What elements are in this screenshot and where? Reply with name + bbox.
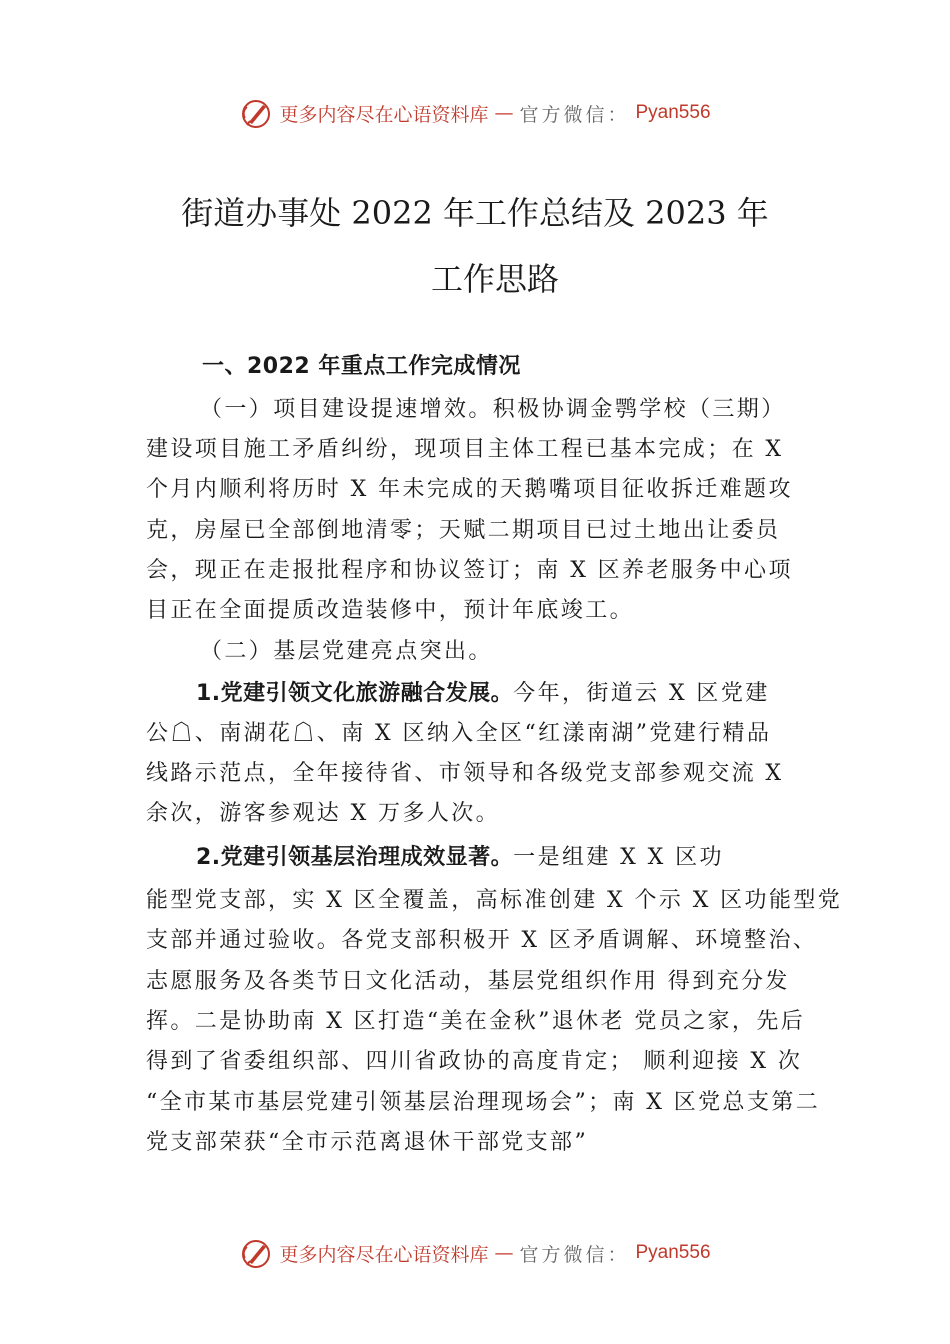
- paragraph-line: 目正在全面提质改造装修中，预计年底竣工。: [146, 598, 635, 623]
- paragraph-line: 志愿服务及各类节日文化活动，基层党组织作用 得到充分发: [146, 969, 790, 994]
- paragraph-line: 线路示范点，全年接待省、市领导和各级党支部参观交流 X: [146, 761, 784, 786]
- document-title-line-1: 街道办事处 2022 年工作总结及 2023 年: [181, 194, 769, 232]
- watermark-separator: —: [494, 102, 514, 124]
- paragraph-text: 一是组建 X X 区功: [513, 845, 724, 870]
- paragraph-line: “全市某市基层党建引领基层治理现场会”；南 X 区党总支第二: [146, 1090, 821, 1115]
- paragraph-text: 今年，街道云 X 区党建: [513, 681, 770, 706]
- paragraph-line: 建设项目施工矛盾纠纷，现项目主体工程已基本完成；在 X: [146, 437, 784, 462]
- paragraph-line: 得到了省委组织部、四川省政协的高度肯定； 顺利迎接 X 次: [146, 1049, 803, 1074]
- watermark-separator: —: [494, 1242, 514, 1264]
- watermark-header: [0, 96, 950, 130]
- watermark-brand: 更多内容尽在心语资料库: [279, 1243, 489, 1266]
- paragraph-line: [196, 840, 724, 871]
- watermark-official-label: 官方微信：: [519, 1243, 630, 1266]
- watermark-official-label: 官方微信：: [519, 103, 630, 126]
- paragraph-line: 能型党支部，实 X 区全覆盖，高标准创建 X 个示 X 区功能型党: [146, 888, 843, 913]
- watermark-brand: 更多内容尽在心语资料库: [279, 103, 489, 126]
- paragraph-line: 余次，游客参观达 X 万多人次。: [146, 801, 501, 826]
- paragraph-line: 挥。二是协助南 X 区打造“美在金秋”退休老 党员之家，先后: [146, 1009, 806, 1034]
- paragraph-line: 公☖、南湖花☖、南 X 区纳入全区“红漾南湖”党建行精品: [146, 721, 772, 746]
- section-heading: 一、2022 年重点工作完成情况: [202, 354, 521, 379]
- paragraph-line: （一）项目建设提速增效。积极协调金鹗学校（三期）: [200, 397, 786, 422]
- document-title-line-2: 工作思路: [430, 260, 559, 298]
- feather-pen-logo-icon: [239, 1236, 273, 1270]
- paragraph-line: 会，现正在走报批程序和协议签订；南 X 区养老服务中心项: [146, 558, 793, 583]
- subheading-bold: 2.党建引领基层治理成效显著。: [196, 845, 514, 870]
- paragraph-line: 克，房屋已全部倒地清零；天赋二期项目已过土地出让委员: [146, 518, 781, 543]
- paragraph-line: 党支部荣获“全市示范离退休干部党支部”: [146, 1130, 589, 1155]
- subsection-heading: （二）基层党建亮点突出。: [200, 639, 493, 664]
- watermark-wechat-id: Pyan556: [635, 1242, 711, 1263]
- feather-pen-logo-icon: [239, 96, 273, 130]
- watermark-wechat-id: Pyan556: [635, 102, 711, 123]
- paragraph-line: [196, 676, 770, 707]
- subheading-bold: 1.党建引领文化旅游融合发展。: [196, 681, 514, 706]
- watermark-footer: [0, 1236, 950, 1270]
- paragraph-line: 支部并通过验收。各党支部积极开 X 区矛盾调解、环境整治、: [146, 928, 818, 953]
- paragraph-line: 个月内顺利将历时 X 年未完成的天鹅嘴项目征收拆迁难题攻: [146, 477, 793, 502]
